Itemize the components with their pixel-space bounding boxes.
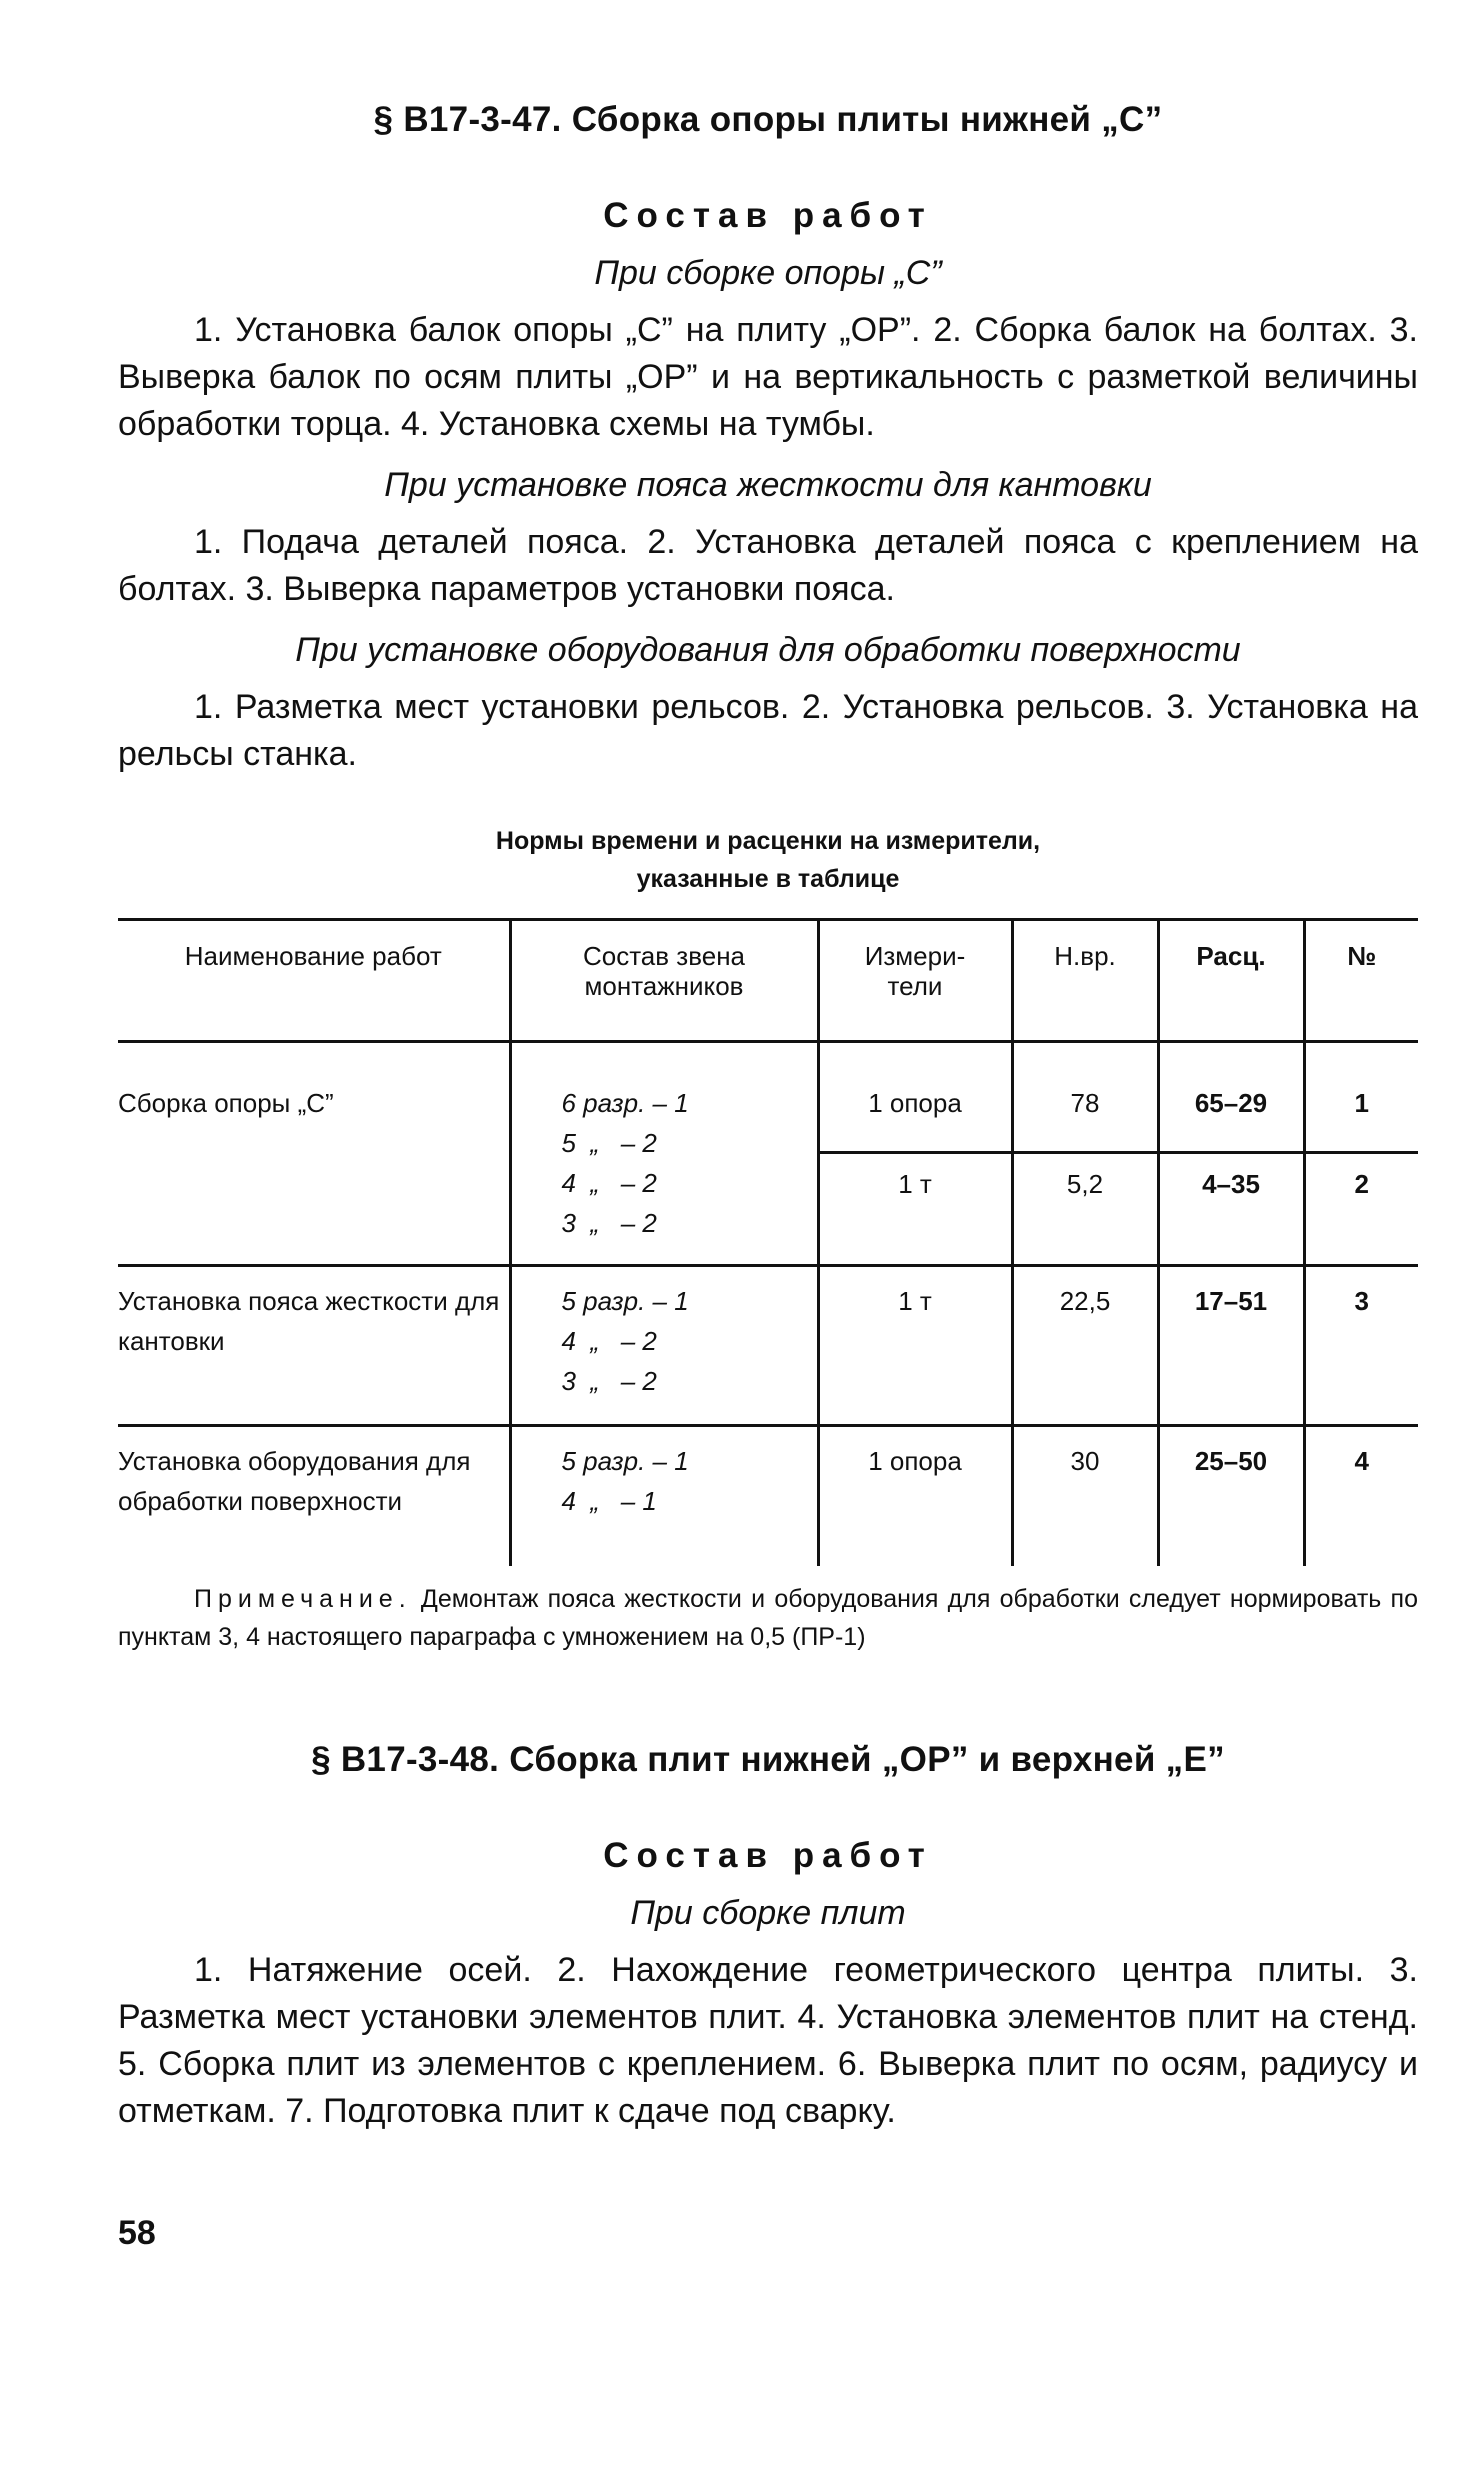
subsection-text: 1. Подача деталей пояса. 2. Установка деталей пояса с креплением на болтах. 3. Выверка параметров установки пояса.	[118, 523, 1418, 608]
header-norm: Н.вр.	[1012, 920, 1158, 1042]
unit-value: 1 т	[820, 1151, 1011, 1238]
price-value: 65–29	[1194, 1088, 1268, 1118]
page-body	[118, 100, 1418, 2153]
row-number: 3	[1304, 1266, 1418, 1426]
table-note	[118, 1580, 1418, 1656]
subsection-text: 1. Установка балок опоры „С” на плиту „ОР”. 2. Сборка балок на болтах. 3. Выверка балок по осям плиты „ОР” и на вертикальность с разметкой величины обработки торца. 4. Установка схемы на тумбы.	[118, 311, 1418, 443]
table-row	[118, 1042, 1418, 1266]
subsection-heading: При сборке плит	[630, 1893, 906, 1932]
subsection-heading: При сборке опоры „С”	[594, 254, 942, 292]
price-value: 17–51	[1158, 1266, 1304, 1426]
crew-composition: 6 разр. – 1 5 „ – 2 4 „ – 2 3 „ – 2	[510, 1042, 818, 1266]
norms-table	[118, 918, 1418, 1566]
price-value: 4–35	[1160, 1151, 1303, 1238]
table-row	[118, 1426, 1418, 1566]
note-label: Примечание.	[194, 1584, 412, 1613]
page-number: 58	[118, 2214, 156, 2252]
row-number: 4	[1304, 1426, 1418, 1566]
norm-value: 78	[1070, 1088, 1100, 1118]
section-title: § В17-3-48. Сборка плит нижней „ОР” и верхней „Е”	[311, 1739, 1225, 1779]
unit-value: 1 опора	[868, 1088, 962, 1118]
header-unit: Измери-тели	[818, 920, 1012, 1042]
crew-composition: 5 разр. – 1 4 „ – 1	[510, 1426, 818, 1566]
section-title: § В17-3-47. Сборка опоры плиты нижней „С”	[373, 100, 1163, 139]
number-cell	[1304, 1042, 1418, 1266]
row-number: 1	[1354, 1088, 1369, 1118]
norm-value: 22,5	[1012, 1266, 1158, 1426]
unit-value: 1 опора	[818, 1426, 1012, 1566]
header-price: Расц.	[1158, 920, 1304, 1042]
header-number: №	[1304, 920, 1418, 1042]
work-name: Сборка опоры „С”	[118, 1042, 510, 1266]
work-name: Установка оборудования для обработки поверхности	[118, 1446, 471, 1516]
table-caption-line: Нормы времени и расценки на измерители,	[495, 827, 1041, 855]
unit-cell	[818, 1042, 1012, 1266]
table-caption-line: указанные в таблице	[636, 865, 900, 893]
table-header-row	[118, 920, 1418, 1042]
header-crew: Состав звена монтажников	[510, 920, 818, 1042]
norm-value: 30	[1012, 1426, 1158, 1566]
subsection-text: 1. Натяжение осей. 2. Нахождение геометрического центра плиты. 3. Разметка мест установки элементов плит. 4. Установка элементов плит на стенд. 5. Сборка плит из элементов с креплением. 6. Выверка плит по осям, радиусу и отметкам. 7. Подготовка плит к сдаче под сварку.	[118, 1950, 1418, 2130]
row-number: 2	[1306, 1151, 1419, 1238]
subsection-text: 1. Разметка мест установки рельсов. 2. Установка рельсов. 3. Установка на рельсы станка.	[118, 688, 1418, 773]
work-name: Установка пояса жесткости для кантовки	[118, 1266, 510, 1426]
note-text: Демонтаж пояса жесткости и оборудования для обработки следует нормировать по пунктам 3, 4 настоящего параграфа с умножением на 0,5 (ПР-1)	[118, 1584, 1418, 1651]
unit-value: 1 т	[818, 1266, 1012, 1426]
table-row	[118, 1266, 1418, 1426]
composition-heading: Состав работ	[603, 1835, 933, 1875]
header-name: Наименование работ	[118, 920, 510, 1042]
composition-heading: Состав работ	[603, 196, 933, 235]
table-caption	[118, 822, 1418, 898]
crew-composition: 5 разр. – 1 4 „ – 2 3 „ – 2	[510, 1266, 818, 1426]
subsection-heading: При установке оборудования для обработки поверхности	[295, 631, 1241, 669]
norm-value: 5,2	[1014, 1151, 1157, 1238]
price-cell	[1158, 1042, 1304, 1266]
price-value: 25–50	[1158, 1426, 1304, 1566]
subsection-heading: При установке пояса жесткости для кантовки	[384, 466, 1152, 504]
norm-cell	[1012, 1042, 1158, 1266]
